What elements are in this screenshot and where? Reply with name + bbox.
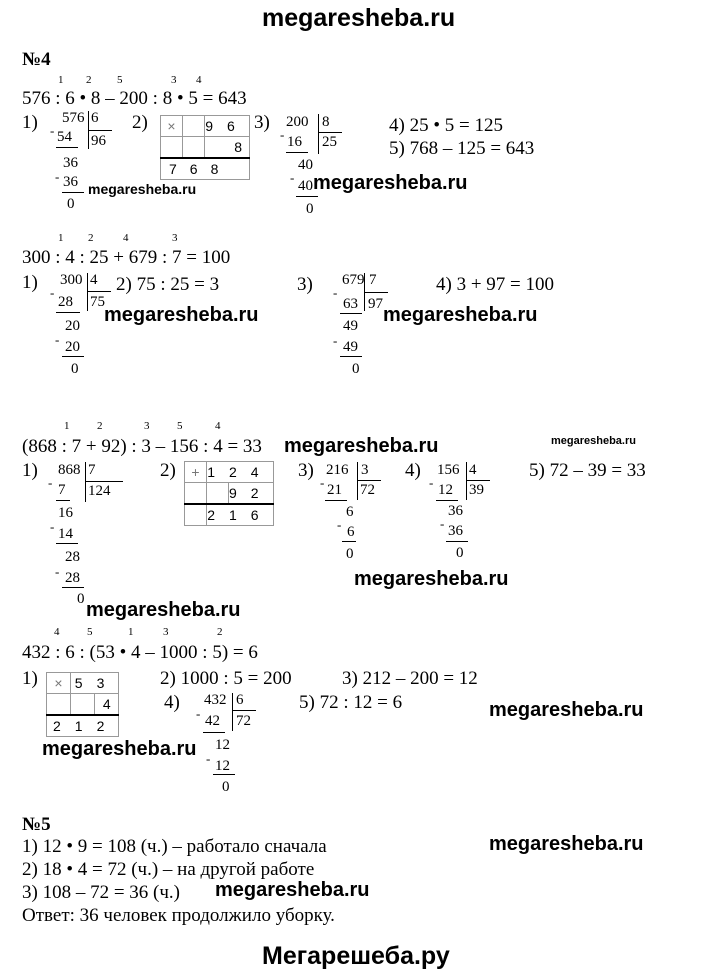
minus-sign: - xyxy=(290,170,295,185)
digit: 53 xyxy=(70,673,118,694)
digit: 4 xyxy=(95,694,119,716)
minus-sign: - xyxy=(429,475,434,490)
minus-sign: - xyxy=(48,475,53,490)
divisor: 8 xyxy=(322,114,330,130)
order-number: 1 xyxy=(58,232,64,244)
step-label: 3) xyxy=(297,274,313,295)
step-label: 4) xyxy=(164,692,180,713)
partial-product: 12 xyxy=(215,758,230,774)
dividend: 156 xyxy=(437,462,460,478)
partial-product: 7 xyxy=(58,482,66,498)
digit: 96 xyxy=(205,116,250,137)
watermark: megaresheba.ru xyxy=(215,879,370,901)
order-number: 5 xyxy=(87,626,93,638)
partial-product: 12 xyxy=(438,482,453,498)
addition-column xyxy=(184,461,274,526)
partial-product: 49 xyxy=(343,339,358,355)
remainder: 36 xyxy=(448,503,463,519)
step-label: 3) xyxy=(298,460,314,481)
final-remainder: 0 xyxy=(77,591,85,607)
minus-sign: - xyxy=(333,285,338,300)
minus-sign: - xyxy=(280,127,285,142)
watermark: megaresheba.ru xyxy=(42,738,197,760)
step-5: 5) 72 – 39 = 33 xyxy=(529,460,646,481)
partial-product: 16 xyxy=(287,134,302,150)
quotient: 39 xyxy=(469,482,484,498)
multiplication-column xyxy=(160,115,250,180)
step-label: 4) xyxy=(405,460,421,481)
watermark: megaresheba.ru xyxy=(104,304,259,326)
step-label: 1) xyxy=(22,272,38,293)
remainder: 49 xyxy=(343,318,358,334)
minus-sign: - xyxy=(206,751,211,766)
expression-text: 432 : 6 : (53 • 4 – 1000 : 5) = 6 xyxy=(22,642,258,663)
step-4: 4) 25 • 5 = 125 xyxy=(389,115,503,136)
minus-sign: - xyxy=(55,332,60,347)
final-remainder: 0 xyxy=(306,201,314,217)
order-number: 1 xyxy=(128,626,134,638)
final-remainder: 0 xyxy=(346,546,354,562)
dividend: 868 xyxy=(58,462,81,478)
task4-title: №4 xyxy=(22,49,51,70)
digit: 92 xyxy=(229,483,274,505)
minus-sign: - xyxy=(55,564,60,579)
remainder: 16 xyxy=(58,505,73,521)
divisor: 6 xyxy=(236,692,244,708)
final-remainder: 0 xyxy=(352,361,360,377)
watermark: megaresheba.ru xyxy=(284,435,439,457)
sum: 216 xyxy=(207,504,274,526)
partial-product: 40 xyxy=(298,178,313,194)
order-number: 4 xyxy=(123,232,129,244)
expression-text: 576 : 6 • 8 – 200 : 8 • 5 = 643 xyxy=(22,88,247,109)
solution-line: 3) 108 – 72 = 36 (ч.) xyxy=(22,882,181,903)
remainder: 12 xyxy=(215,737,230,753)
divisor: 7 xyxy=(88,462,96,478)
solution-line: 1) 12 • 9 = 108 (ч.) – работало сначала xyxy=(22,836,327,857)
divisor: 6 xyxy=(91,110,99,126)
order-number: 1 xyxy=(64,420,70,432)
product: 768 xyxy=(161,158,250,180)
solution-line: 2) 18 • 4 = 72 (ч.) – на другой работе xyxy=(22,859,315,880)
partial-product: 42 xyxy=(205,713,220,729)
step-label: 2) xyxy=(132,112,148,133)
remainder: 6 xyxy=(346,504,354,520)
divisor: 3 xyxy=(361,462,369,478)
order-number: 3 xyxy=(163,626,169,638)
partial-product: 54 xyxy=(57,129,72,145)
header-watermark: megaresheba.ru xyxy=(262,4,456,32)
order-number: 3 xyxy=(171,74,177,86)
remainder: 20 xyxy=(65,318,80,334)
watermark: megaresheba.ru xyxy=(88,181,197,197)
quotient: 25 xyxy=(322,134,337,150)
order-number: 4 xyxy=(196,74,202,86)
watermark: megaresheba.ru xyxy=(354,568,509,590)
minus-sign: - xyxy=(50,123,55,138)
quotient: 97 xyxy=(368,296,383,312)
order-number: 5 xyxy=(177,420,183,432)
watermark: megaresheba.ru xyxy=(489,833,644,855)
quotient: 96 xyxy=(91,133,106,149)
partial-product: 28 xyxy=(58,294,73,310)
step-2: 2) 75 : 25 = 3 xyxy=(116,274,220,295)
operator: × xyxy=(161,116,183,137)
partial-product: 6 xyxy=(347,524,355,540)
final-remainder: 0 xyxy=(67,196,75,212)
remainder: 40 xyxy=(298,157,313,173)
partial-product: 63 xyxy=(343,296,358,312)
watermark: megaresheba.ru xyxy=(551,435,636,447)
partial-product: 14 xyxy=(58,526,73,542)
minus-sign: - xyxy=(440,516,445,531)
dividend: 432 xyxy=(204,692,227,708)
order-number: 4 xyxy=(54,626,60,638)
partial-product: 36 xyxy=(448,523,463,539)
dividend: 679 xyxy=(342,272,365,288)
minus-sign: - xyxy=(55,169,60,184)
final-remainder: 0 xyxy=(71,361,79,377)
order-number: 1 xyxy=(58,74,64,86)
minus-sign: - xyxy=(320,475,325,490)
order-number: 2 xyxy=(217,626,223,638)
watermark: megaresheba.ru xyxy=(313,172,468,194)
quotient: 72 xyxy=(360,482,375,498)
footer-watermark: Мегарешеба.ру xyxy=(262,942,450,970)
minus-sign: - xyxy=(196,706,201,721)
order-number: 5 xyxy=(117,74,123,86)
step-5: 5) 72 : 12 = 6 xyxy=(299,692,403,713)
step-3: 3) 212 – 200 = 12 xyxy=(342,668,478,689)
expression-text: (868 : 7 + 92) : 3 – 156 : 4 = 33 xyxy=(22,436,262,457)
step-label: 1) xyxy=(22,668,38,689)
expression-text: 300 : 4 : 25 + 679 : 7 = 100 xyxy=(22,247,231,268)
order-number: 3 xyxy=(172,232,178,244)
digit: 8 xyxy=(205,137,250,159)
digit: 124 xyxy=(207,462,274,483)
minus-sign: - xyxy=(50,285,55,300)
dividend: 216 xyxy=(326,462,349,478)
minus-sign: - xyxy=(333,333,338,348)
divisor: 4 xyxy=(90,272,98,288)
quotient: 124 xyxy=(88,483,111,499)
watermark: megaresheba.ru xyxy=(383,304,538,326)
partial-product: 20 xyxy=(65,339,80,355)
partial-product: 21 xyxy=(327,482,342,498)
step-2: 2) 1000 : 5 = 200 xyxy=(160,668,292,689)
answer-line: Ответ: 36 человек продолжило уборку. xyxy=(22,905,335,926)
step-label: 2) xyxy=(160,460,176,481)
divisor: 7 xyxy=(369,272,377,288)
operator: × xyxy=(47,673,71,694)
order-number: 4 xyxy=(215,420,221,432)
product: 212 xyxy=(47,715,119,737)
order-number: 2 xyxy=(88,232,94,244)
step-label: 1) xyxy=(22,460,38,481)
remainder: 36 xyxy=(63,155,78,171)
dividend: 300 xyxy=(60,272,83,288)
operator: + xyxy=(185,462,207,483)
remainder: 28 xyxy=(65,549,80,565)
minus-sign: - xyxy=(50,519,55,534)
partial-product: 28 xyxy=(65,570,80,586)
order-number: 2 xyxy=(86,74,92,86)
task5-title: №5 xyxy=(22,814,51,835)
order-number: 3 xyxy=(144,420,150,432)
multiplication-column xyxy=(46,672,119,737)
dividend: 200 xyxy=(286,114,309,130)
quotient: 75 xyxy=(90,294,105,310)
minus-sign: - xyxy=(337,517,342,532)
watermark: megaresheba.ru xyxy=(86,599,241,621)
step-4: 4) 3 + 97 = 100 xyxy=(436,274,555,295)
watermark: megaresheba.ru xyxy=(489,699,644,721)
final-remainder: 0 xyxy=(222,779,230,795)
step-label: 3) xyxy=(254,112,270,133)
order-number: 2 xyxy=(97,420,103,432)
step-5: 5) 768 – 125 = 643 xyxy=(389,138,535,159)
step-label: 1) xyxy=(22,112,38,133)
partial-product: 36 xyxy=(63,174,78,190)
final-remainder: 0 xyxy=(456,545,464,561)
dividend: 576 xyxy=(62,110,85,126)
divisor: 4 xyxy=(469,462,477,478)
quotient: 72 xyxy=(236,713,251,729)
